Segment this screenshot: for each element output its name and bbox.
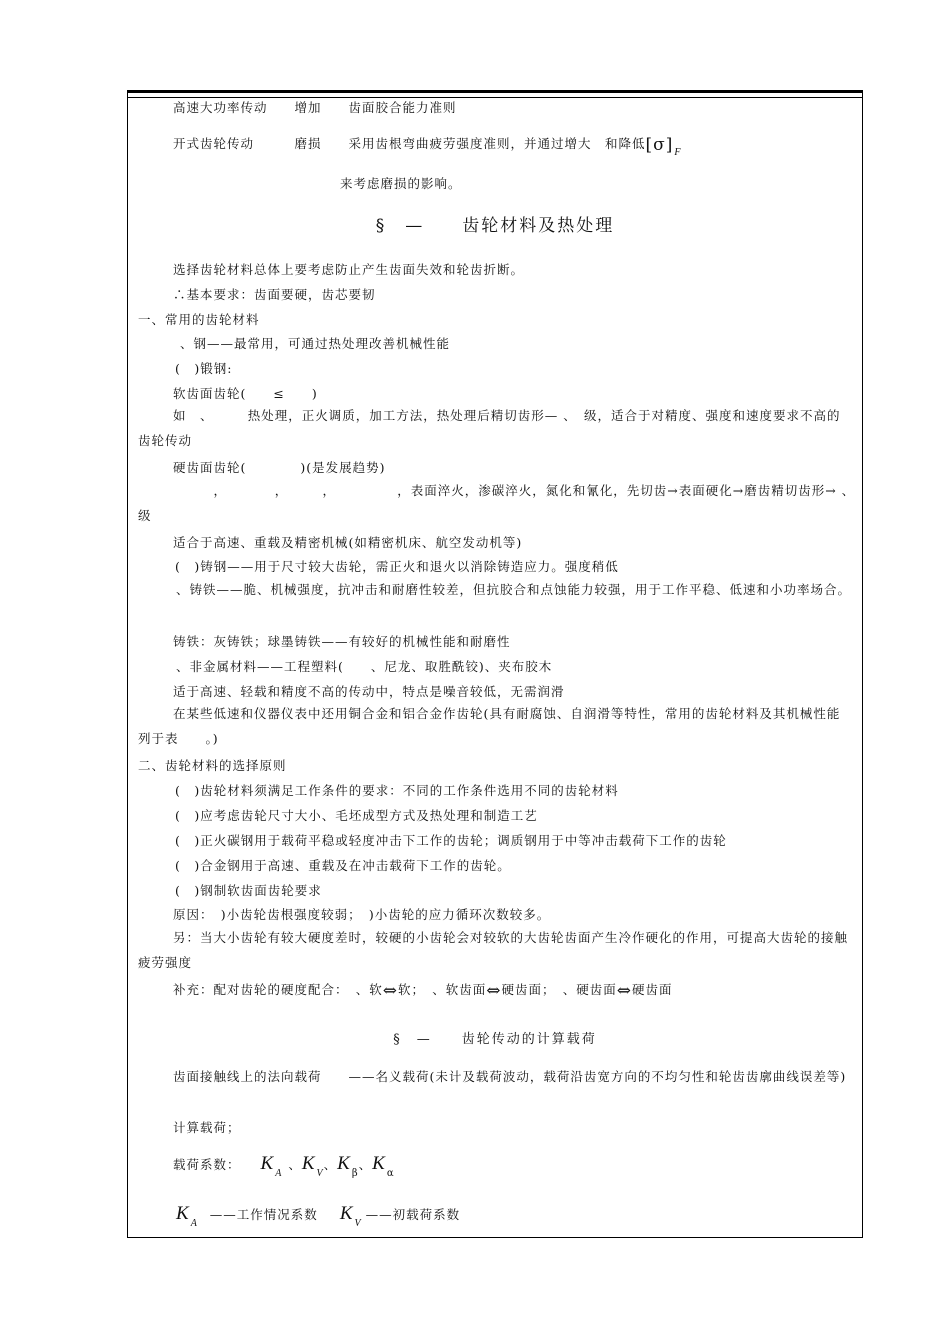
text-fragment: 载荷系数：: [173, 1157, 241, 1172]
k-symbol: K: [372, 1153, 386, 1174]
subscript: V: [354, 1218, 362, 1229]
double-arrow-icon: ⇔: [382, 981, 399, 1001]
text-line: ( )合金钢用于高速、重载及在冲击载荷下工作的齿轮。: [175, 858, 511, 873]
text-line: 适合于高速、重载及精密机械(如精密机床、航空发动机等): [173, 535, 523, 550]
subscript: A: [275, 1168, 283, 1179]
text-line: ( )应考虑齿轮尺寸大小、毛坯成型方式及热处理和制造工艺: [175, 808, 538, 823]
text-line: ( )铸钢——用于尺寸较大齿轮，需正火和退火以消除铸造应力。强度稍低: [175, 559, 619, 574]
separator: 、: [358, 1157, 373, 1172]
text-line: 铸铁：灰铸铁；球墨铸铁——有较好的机械性能和耐磨性: [173, 634, 511, 649]
k-symbol: K: [260, 1153, 275, 1174]
text-line: [138, 981, 852, 1000]
paragraph: 另：当大小齿轮有较大硬度差时，较硬的小齿轮会对较软的大齿轮齿面产生冷作硬化的作用，可提高大齿轮的接触疲劳强度: [138, 930, 849, 970]
separator: 、: [288, 1157, 302, 1172]
text-fragment: 软； 、软齿面: [398, 982, 487, 997]
subscript: F: [674, 147, 682, 158]
paragraph: 齿面接触线上的法向载荷 ——名义载荷(未计及载荷波动，载荷沿齿宽方向的不均匀性和轮齿齿廓曲线误差等): [173, 1069, 847, 1084]
text-line: 原因： )小齿轮齿根强度较弱； )小齿轮的应力循环次数较多。: [173, 907, 551, 922]
text-line: ∴基本要求：齿面要硬，齿芯要韧: [173, 287, 376, 302]
text-line: ( )齿轮材料须满足工作条件的要求：不同的工作条件选用不同的齿轮材料: [175, 783, 619, 798]
text-line: 、非金属材料——工程塑料( 、尼龙、取胜酰铰)、夹布胶木: [176, 659, 553, 674]
text-line: 高速大功率传动 增加 齿面胶合能力准则: [173, 100, 457, 115]
section-heading: § — 齿轮传动的计算载荷: [393, 1032, 597, 1047]
k-symbol: K: [339, 1203, 354, 1224]
paragraph: 、铸铁——脆、机械强度，抗冲击和耐磨性较差，但抗胶合和点蚀能力较强，用于工作平稳、低速和小功率场合。: [176, 582, 852, 597]
text-fragment: 硬齿面: [632, 982, 673, 997]
sigma-symbol: [σ]: [645, 135, 674, 155]
formula-line: [138, 1201, 852, 1237]
subscript: β: [351, 1168, 359, 1179]
double-arrow-icon: ⇔: [616, 981, 633, 1001]
text-line: 选择齿轮材料总体上要考虑防止产生齿面失效和轮齿折断。: [173, 262, 525, 277]
text-line: 软齿面齿轮( ≤ ): [173, 386, 318, 401]
text-line: 适于高速、轻载和精度不高的传动中，特点是噪音较低，无需润滑: [173, 684, 565, 699]
text-fragment: 开式齿轮传动 磨损 采用齿根弯曲疲劳强度准则，并通过增大 和降低: [173, 136, 646, 151]
paragraph: 在某些低速和仪器仪表中还用铜合金和铝合金作齿轮(具有耐腐蚀、自润滑等特性，常用的齿轮材料及其机械性能列于表 。): [138, 706, 841, 746]
paragraph: 如 、 热处理，正火调质，加工方法，热处理后精切齿形— 、 级，适合于对精度、强度和速度要求不高的齿轮传动: [138, 408, 841, 448]
formula-line: [138, 1151, 852, 1187]
text-line: 、钢——最常用，可通过热处理改善机械性能: [180, 336, 451, 351]
text-line: ( )锻钢:: [175, 361, 233, 376]
paragraph: ， ， ， ，表面淬火，渗碳淬火，氮化和氰化，先切齿→表面硬化→磨齿精切齿形→ 、 级: [138, 483, 863, 523]
text-line: 来考虑磨损的影响。: [340, 176, 462, 191]
text-fragment: 硬齿面； 、硬齿面: [501, 982, 617, 997]
text-line: ( )钢制软齿面齿轮要求: [175, 883, 322, 898]
text-line: ( )正火碳钢用于载荷平稳或轻度冲击下工作的齿轮；调质钢用于中等冲击载荷下工作的齿轮: [175, 833, 727, 848]
text-fragment: 补充：配对齿轮的硬度配合： 、软: [173, 982, 383, 997]
subscript: V: [316, 1168, 324, 1179]
section-heading: § — 齿轮材料及热处理: [375, 216, 615, 236]
text-line: 硬齿面齿轮( )(是发展趋势): [173, 460, 386, 475]
text-line: [138, 135, 852, 162]
text-fragment: ——初载荷系数: [365, 1207, 461, 1222]
document-frame: [127, 90, 863, 1238]
subscript: A: [190, 1218, 198, 1229]
text-line: 计算载荷；: [173, 1120, 241, 1135]
subscript: α: [386, 1168, 395, 1179]
k-symbol: K: [301, 1153, 316, 1174]
subsection-heading: 二、齿轮材料的选择原则: [138, 758, 287, 773]
k-symbol: K: [176, 1203, 190, 1224]
k-symbol: K: [337, 1153, 351, 1174]
double-arrow-icon: ⇔: [486, 981, 502, 1001]
subsection-heading: 一、常用的齿轮材料: [138, 312, 260, 327]
text-fragment: ——工作情况系数: [209, 1207, 318, 1222]
separator: 、: [323, 1157, 338, 1172]
